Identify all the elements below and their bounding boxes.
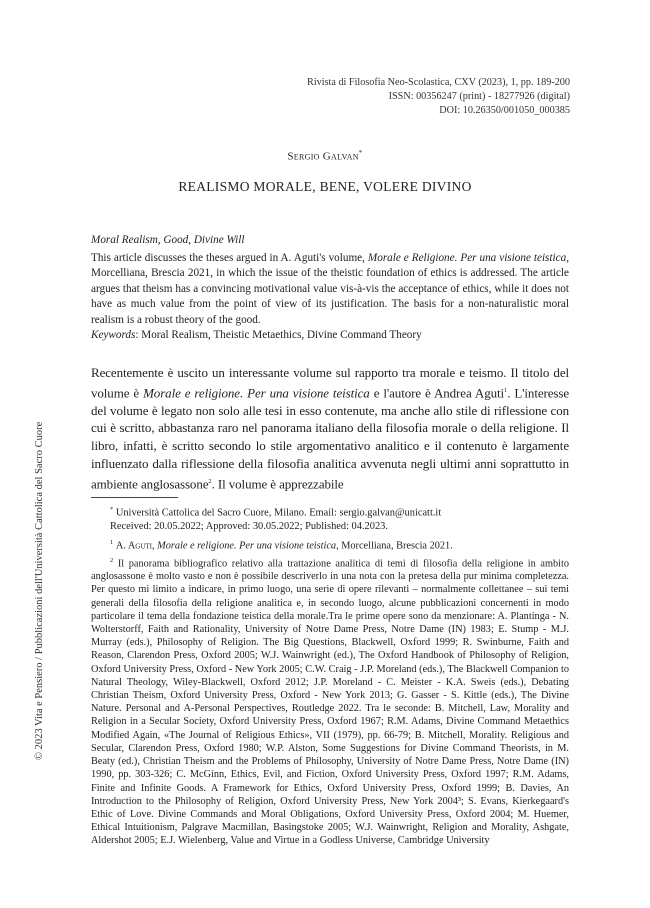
article-title: REALISMO MORALE, BENE, VOLERE DIVINO [178, 179, 472, 194]
author-affiliation [110, 503, 570, 533]
body-text: Recentemente è uscito un interessante volume sul rapporto tra morale e teismo. Il titolo del volume è [91, 365, 569, 401]
footnote-1-author: A. Aguti [115, 540, 152, 552]
submission-dates: Received: 20.05.2022; Approved: 30.05.2022; Published: 04.2023. [110, 520, 388, 532]
abstract [91, 251, 569, 328]
footnote-1-title: Morale e religione. Per una visione teistica [157, 540, 337, 552]
body-book-title: Morale e religione. Per una visione teistica [143, 385, 370, 401]
footnote-rule [91, 497, 178, 498]
keywords [91, 329, 569, 341]
author-name [0, 149, 650, 163]
footnote-1-rest: , Morcelliana, Brescia 2021. [336, 540, 453, 552]
doi: DOI: 10.26350/001050_000385 [439, 105, 570, 117]
abstract-text: This article discusses the theses argued in A. Aguti's volume, [91, 252, 368, 264]
footnote-1-sep: , [152, 540, 158, 552]
keywords-label: Keywords [91, 329, 136, 341]
footnote-2 [91, 554, 569, 848]
keywords-text: : Moral Realism, Theistic Metaethics, Divine Command Theory [135, 329, 422, 341]
body-paragraph [91, 364, 569, 493]
author-text: Sergio Galvan [287, 150, 359, 163]
footnote-2-mark: 2 [110, 556, 114, 564]
footnote-ref-1[interactable]: 1 [504, 386, 508, 394]
affiliation-text: Università Cattolica del Sacro Cuore, Milano. Email: sergio.galvan@unicatt.it [115, 507, 442, 519]
copyright-sidebar: © 2023 Vita e Pensiero / Pubblicazioni dell'Università Cattolica del Sacro Cuore [34, 421, 45, 760]
footnote-1-mark: 1 [110, 539, 114, 546]
affiliation-mark: * [110, 506, 114, 513]
author-note-mark: * [358, 149, 363, 157]
footnote-1 [91, 536, 569, 553]
footnote-2-text: Il panorama bibliografico relativo alla trattazione analitica di temi di filosofia della religione in ambito anglosassone è molto vasto e non è possibile descriverlo in una nota con la pretesa della pur minima completezza. Per questo mi limito a indicare, in primo luogo, una serie di opere rilevanti – normalmente collettanee – sui temi generali della filosofia della religione analitica e, in secondo luogo, alcune pubblicazioni concernenti in modo particolare il tema della fondazione teistica della morale.Tra le prime opere sono da menzionare: A. Plantinga - N. Wolterstorff, Faith and Rationality, University of Notre Dame Press, Notre Dame (IN) 1983; E. Stump - M.J. Murray (eds.), Philosophy of Religion. The Big Questions, Blackwell, Oxford 1999; R. Swinburne, Faith and Reason, Clarendon Press, Oxford 2005; W.J. Wainwright (ed.), The Oxford Handbook of Philosophy of Religion, Oxford University Press, Oxford - New York 2005; C.W. Craig - J.P. Moreland (eds.), The Blackwell Companion to Natural Theology, Wiley-Blackwell, Oxford 2012; J.P. Moreland - C. Meister - K.A. Sweis (eds.), Debating Christian Theism, Oxford University Press, Oxford - New York 2013; G. Gasser - S. Kittle (eds.), The Divine Nature. Personal and A-Personal Perspectives, Routledge 2022. Tra le seconde: B. Mitchell, Law, Morality and Religion in a Secular Society, Oxford University Press, Oxford 1967; R.M. Adams, Divine Command Metaethics Modified Again, «The Journal of Religious Ethics», VII (1979), pp. 66-79; B. Mitchell, Morality. Religious and Secular, Clarendon Press, Oxford 1980; W.P. Alston, Some Suggestions for Divine Command Theorists, in M. Beaty (ed.), Christian Theism and the Problems of Philosophy, University of Notre Dame Press, Notre Dame (IN) 1990, pp. 303-326; C. McGinn, Ethics, Evil, and Fiction, Oxford University Press, Oxford 1997; R.M. Adams, Finite and Infinite Goods. A Framework for Ethics, Oxford University Press, Oxford 1999; B. Davies, An Introduction to the Philosophy of Religion, Oxford University Press, New York 2004³; S. Evans, Kierkegaard's Ethic of Love. Divine Commands and Moral Obligations, Oxford University Press, Oxford 2004; M. Huemer, Ethical Intuitionism, Palgrave Macmillan, Basingstoke 2005; W.J. Wainwright, Religion and Morality, Ashgate, Aldershot 2005; E.J. Wielenberg, Value and Virtue in a Godless Universe, Cambridge University [91, 558, 570, 847]
abstract-text-cont: , Morcelliana, Brescia 2021, in which the issue of the theistic foundation of ethics is addressed. The article argues that theism has a convincing motivational value vis-à-vis the acceptance of ethics, while it does not have as much value from the point of view of its justification. The basis for a non-naturalistic moral realism is a robust theory of the good. [91, 252, 569, 326]
journal-header [170, 76, 570, 119]
body-text: . L'interesse del volume è legato non solo alle tesi in esso contenute, ma anche allo stile di riflessione con cui è scritto, abbastanza raro nel panorama italiano della filosofia morale o della religione. Il libro, infatti, è scritto secondo lo stile argomentativo analitico e il contenuto è largamente influenzato dalla riflessione della filosofia analitica avvenuta negli ultimi anni soprattutto in ambiente anglosassone [91, 385, 570, 491]
issn: ISSN: 00356247 (print) - 18277926 (digital) [388, 91, 570, 103]
abstract-book-title: Morale e Religione. Per una visione teistica [367, 252, 567, 264]
journal-citation: Rivista di Filosofia Neo-Scolastica, CXV (2023), 1, pp. 189-200 [307, 77, 570, 88]
footnotes [91, 536, 569, 848]
english-title: Moral Realism, Good, Divine Will [91, 234, 245, 246]
body-text: e l'autore è Andrea Aguti [369, 385, 505, 401]
body-text: . Il volume è apprezzabile [211, 475, 344, 491]
footnote-ref-2[interactable]: 2 [208, 477, 212, 485]
